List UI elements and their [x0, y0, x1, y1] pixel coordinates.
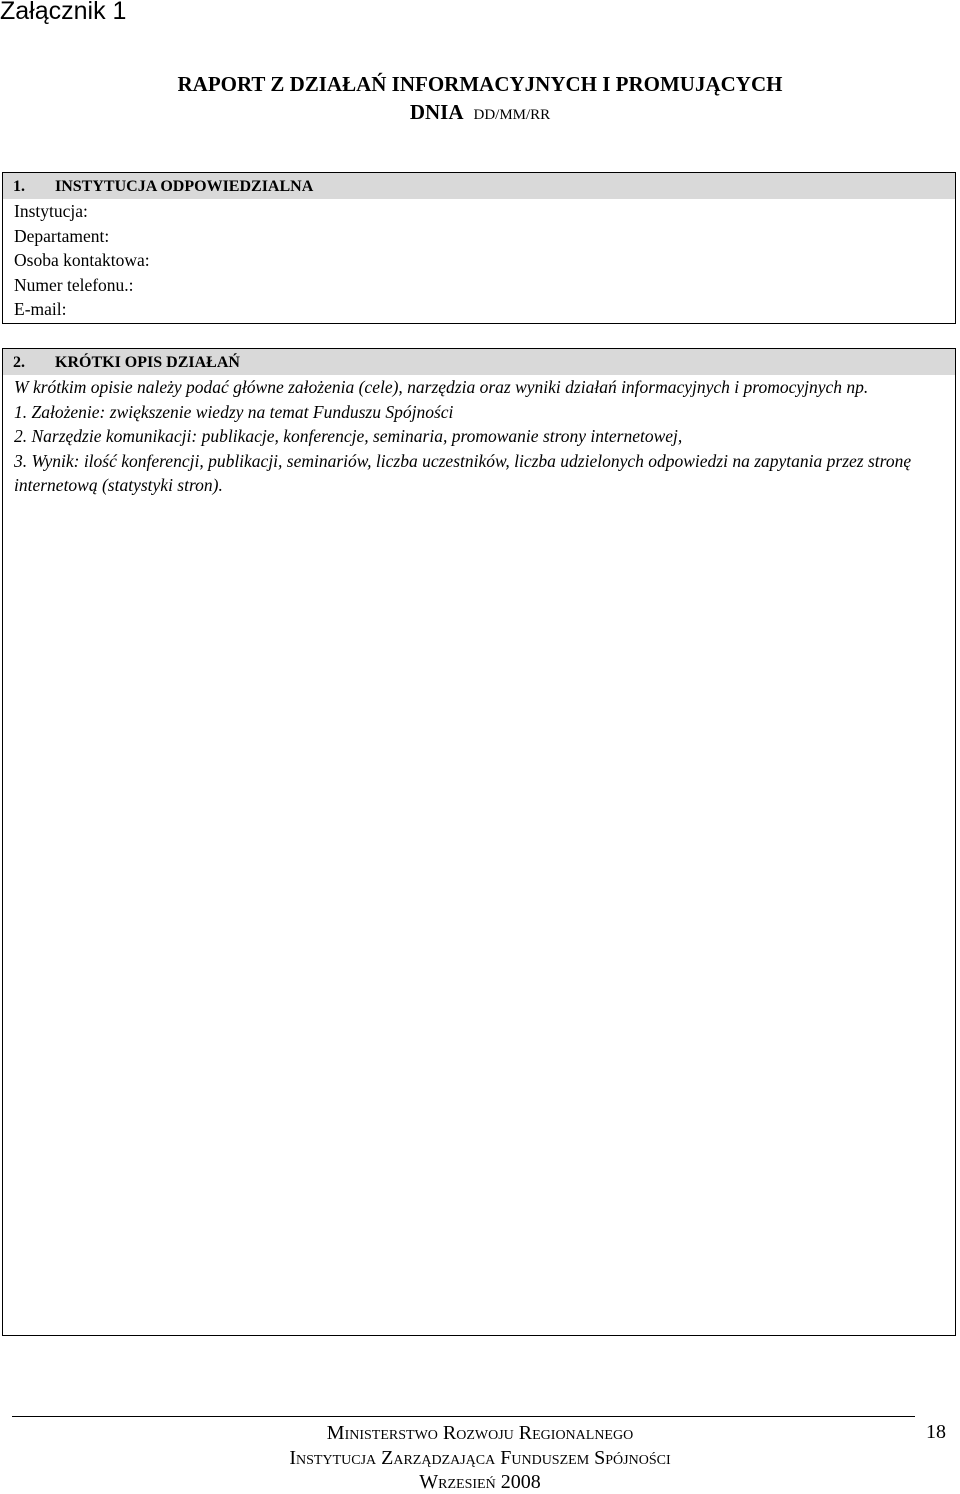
field-email: E-mail: — [14, 299, 67, 320]
section2-header — [3, 349, 955, 375]
page-number: 18 — [926, 1421, 946, 1443]
section2-item-result: 3. Wynik: ilość konferencji, publikacji, seminariów, liczba uczestników, liczba udzielonych odpowiedzi na zapytania przez stronę internetową (statystyki stron). — [14, 450, 912, 496]
report-title: RAPORT Z DZIAŁAŃ INFORMACYJNYCH I PROMUJĄCYCH — [177, 72, 783, 96]
section1-number: 1. — [13, 178, 25, 195]
report-date-line — [0, 98, 960, 129]
section1-heading: INSTYTUCJA ODPOWIEDZIALNA — [55, 178, 314, 195]
date-format-placeholder: DD/MM/RR — [473, 107, 551, 123]
date-label: DNIA — [409, 100, 464, 124]
section-responsible-institution — [2, 172, 956, 324]
section-short-description — [2, 348, 956, 1336]
attachment-label: Załącznik 1 — [0, 0, 127, 25]
footer-date: Wrzesień 2008 — [419, 1471, 541, 1493]
section1-header — [3, 173, 955, 199]
footer-ministry: Ministerstwo Rozwoju Regionalnego — [326, 1422, 634, 1444]
section2-number: 2. — [13, 354, 25, 371]
section2-item-communication-tool: 2. Narzędzie komunikacji: publikacje, konferencje, seminaria, promowanie strony internetowej, — [14, 426, 683, 447]
section2-item-assumption: 1. Założenie: zwiększenie wiedzy na temat Funduszu Spójności — [14, 401, 454, 422]
footer-divider — [12, 1416, 915, 1417]
field-institution: Instytucja: — [14, 201, 88, 221]
field-contact-person: Osoba kontaktowa: — [14, 250, 150, 271]
field-department: Departament: — [14, 225, 110, 246]
field-phone-number: Numer telefonu.: — [14, 274, 134, 295]
section2-intro: W krótkim opisie należy podać główne założenia (cele), narzędzia oraz wyniki działań informacyjnych i promocyjnych np. — [14, 377, 869, 397]
footer-managing-authority: Instytucja Zarządzająca Funduszem Spójności — [289, 1447, 671, 1469]
section2-heading: KRÓTKI OPIS DZIAŁAŃ — [55, 354, 240, 371]
